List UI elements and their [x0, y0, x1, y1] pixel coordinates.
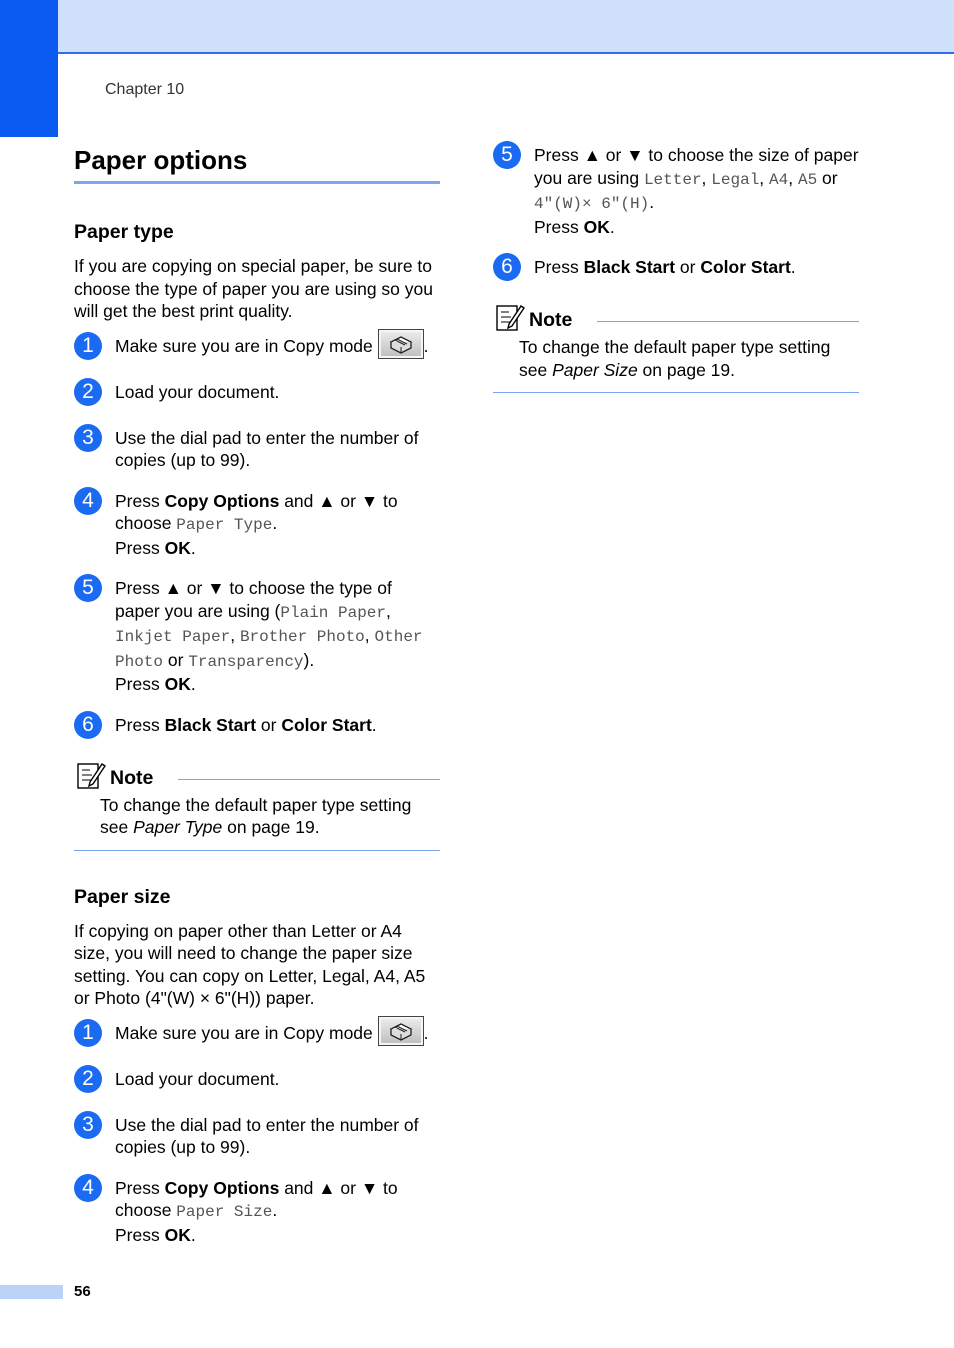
copy-mode-key-icon [378, 1016, 424, 1046]
copy-mode-key-icon [378, 329, 424, 359]
paper-size-step-2: 2 Load your document. [74, 1068, 440, 1096]
note-text: To change the default paper type setting see Paper Size on page 19. [519, 337, 831, 380]
step-number: 1 [74, 332, 102, 360]
step-number: 3 [74, 1111, 102, 1139]
note-rule [597, 321, 859, 322]
paper-size-heading: Paper size [74, 885, 171, 908]
footer-bar [0, 1285, 63, 1299]
note-pencil-icon [76, 760, 106, 790]
note-rule [178, 779, 440, 780]
step-number: 5 [74, 574, 102, 602]
header-band [0, 0, 954, 54]
paper-type-step-4: 4 Press Copy Options and ▲ or ▼ to choose Paper Type. Press OK. [74, 490, 440, 560]
note-pencil-icon [495, 302, 525, 332]
note-link-paper-size: Paper Size [552, 359, 638, 380]
paper-size-step-4: 4 Press Copy Options and ▲ or ▼ to choose Paper Size. Press OK. [74, 1177, 440, 1247]
paper-size-note [493, 302, 859, 393]
note-text: To change the default paper type setting see Paper Type on page 19. [100, 794, 412, 837]
paper-size-intro: If copying on paper other than Letter or A4 size, you will need to change the paper size setting. You can copy on Letter, Legal, A4, A5 or Photo (4"(W) × 6"(H)) paper. [74, 920, 426, 1008]
note-title: Note [110, 766, 154, 789]
step-number: 4 [74, 487, 102, 515]
step-number: 4 [74, 1174, 102, 1202]
note-title: Note [529, 309, 573, 331]
section-title: Paper options [74, 144, 440, 184]
step-number: 1 [74, 1019, 102, 1047]
step-number: 5 [493, 141, 521, 169]
step-number: 2 [74, 378, 102, 406]
paper-type-step-6: 6 Press Black Start or Color Start. [74, 714, 440, 742]
paper-type-step-5: 5 Press ▲ or ▼ to choose the type of paper you are using (Plain Paper, Inkjet Paper, Brother Photo, Other Photo or Transparency). Press OK. [74, 577, 440, 696]
paper-size-step-6: 6 Press Black Start or Color Start. [493, 256, 859, 284]
paper-type-step-2: 2 Load your document. [74, 381, 440, 409]
paper-type-intro: If you are copying on special paper, be sure to choose the type of paper you are using so you will get the best print quality. [74, 256, 433, 321]
step-number: 6 [493, 253, 521, 281]
paper-size-step-1: 1 Make sure you are in Copy mode . [74, 1022, 440, 1050]
chapter-tab [0, 0, 58, 137]
paper-size-step-3: 3 Use the dial pad to enter the number of copies (up to 99). [74, 1114, 440, 1159]
chapter-label: Chapter 10 [105, 81, 185, 98]
paper-size-step-5: 5 Press ▲ or ▼ to choose the size of paper you are using Letter, Legal, A4, A5 or 4"(W)× 6"(H). Press OK. [493, 144, 859, 238]
paper-type-step-3: 3 Use the dial pad to enter the number of copies (up to 99). [74, 427, 440, 472]
step-number: 6 [74, 711, 102, 739]
paper-type-step-1: 1 Make sure you are in Copy mode . [74, 335, 440, 363]
note-link-paper-type: Paper Type [133, 817, 223, 837]
paper-type-heading: Paper type [74, 221, 174, 243]
right-column [493, 144, 859, 393]
step-number: 3 [74, 424, 102, 452]
page-number: 56 [74, 1283, 91, 1300]
step-number: 2 [74, 1065, 102, 1093]
paper-type-note [74, 760, 440, 851]
left-column [74, 144, 440, 1264]
